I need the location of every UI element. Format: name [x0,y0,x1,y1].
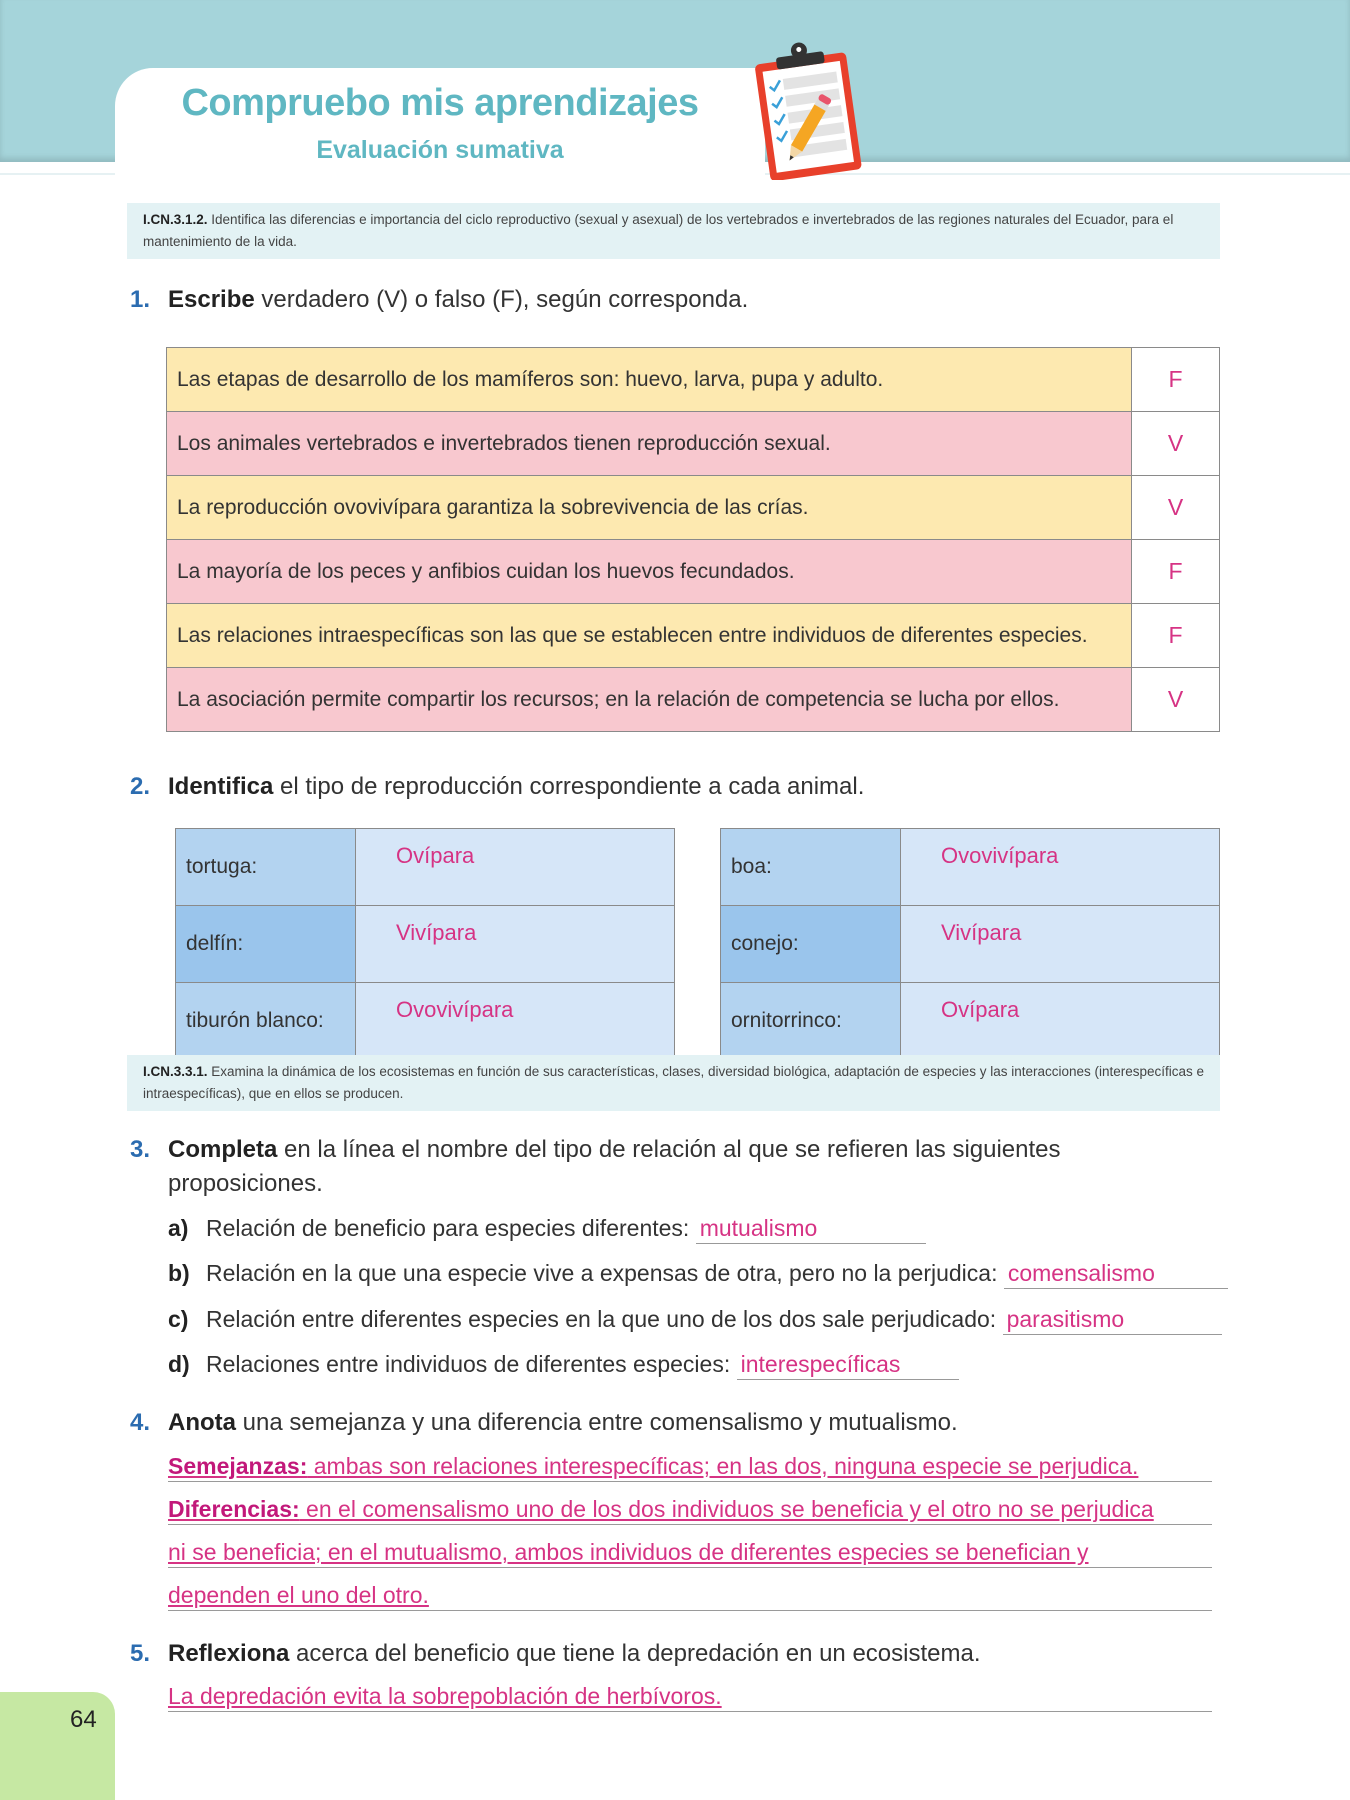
standard-code: I.CN.3.3.1. [143,1064,208,1079]
item-letter: b) [168,1260,190,1286]
table-row [721,829,1220,906]
answer-line-differences-1[interactable] [168,1494,1212,1525]
table-row [721,983,1220,1060]
table-row [167,604,1220,668]
animal-label: tortuga: [176,829,356,906]
question-text-continued: proposiciones. [168,1170,323,1197]
statement: La reproducción ovovivípara garantiza la sobrevivencia de las crías. [167,476,1132,540]
reproduction-answer[interactable]: Vivípara [901,906,1220,983]
standard-text: Identifica las diferencias e importancia del ciclo reproductivo (sexual y asexual) de los vertebrados e invertebrados de las regiones naturales del Ecuador, para el mantenimiento de la vida. [143,212,1174,249]
reproduction-answer[interactable]: Ovovivípara [901,829,1220,906]
fill-item-a [168,1213,926,1244]
reproduction-answer[interactable]: Ovípara [901,983,1220,1060]
reproduction-answer[interactable]: Ovípara [356,829,675,906]
page-subtitle: Evaluación sumativa [316,136,564,164]
question-verb: Escribe [168,286,255,313]
differences-text: en el comensalismo uno de los dos individuos se beneficia y el otro no se perjudica [299,1496,1154,1522]
standard-indicator-2 [127,1055,1220,1111]
table-row [721,906,1220,983]
answer-cell[interactable]: V [1132,412,1220,476]
standard-text: Examina la dinámica de los ecosistemas en función de sus características, clases, diversidad biológica, adaptación de especies y las interacciones (interespecíficas e intraespecíficas), que en ellos se producen. [143,1064,1205,1101]
fill-item-d [168,1349,959,1380]
question-verb: Reflexiona [168,1640,290,1667]
question-text: acerca del beneficio que tiene la depredación en un ecosistema. [289,1640,981,1667]
question-text: en la línea el nombre del tipo de relación al que se refieren las siguientes [277,1136,1061,1163]
animal-label: conejo: [721,906,901,983]
table-row [176,906,675,983]
item-text: Relación de beneficio para especies diferentes: [206,1215,696,1241]
similarities-text: ambas son relaciones interespecíficas; en las dos, ninguna especie se perjudica. [307,1453,1139,1479]
standard-indicator-1 [127,203,1220,259]
question-number: 3. [130,1136,151,1163]
answer-cell[interactable]: V [1132,668,1220,732]
item-letter: c) [168,1306,189,1332]
table-row [167,668,1220,732]
differences-label: Diferencias: [168,1496,300,1522]
answer-cell[interactable]: F [1132,540,1220,604]
table-row [167,476,1220,540]
similarities-label: Semejanzas: [168,1453,308,1479]
table-row [176,983,675,1060]
answer-cell[interactable]: F [1132,604,1220,668]
answer-blank[interactable]: comensalismo [1004,1258,1228,1289]
answer-line-differences-2[interactable]: ni se beneficia; en el mutualismo, ambos individuos de diferentes especies se benefician y [168,1537,1212,1568]
question-1-heading [130,283,748,317]
item-text: Relación entre diferentes especies en la que uno de los dos sale perjudicado: [206,1306,1003,1332]
statement: Las etapas de desarrollo de los mamíferos son: huevo, larva, pupa y adulto. [167,348,1132,412]
question-2-heading [130,770,864,804]
animal-label: delfín: [176,906,356,983]
table-row [167,540,1220,604]
page-title: Compruebo mis aprendizajes [181,82,699,124]
question-number: 2. [130,773,151,800]
question-number: 1. [130,286,151,313]
answer-line-similarities[interactable] [168,1451,1212,1482]
fill-item-c [168,1304,1222,1335]
page-number: 64 [70,1706,97,1733]
reproduction-table-right [720,828,1220,1060]
question-text: una semejanza y una diferencia entre comensalismo y mutualismo. [236,1409,958,1436]
animal-label: ornitorrinco: [721,983,901,1060]
table-row [167,348,1220,412]
question-text: el tipo de reproducción correspondiente a cada animal. [273,773,865,800]
question-3-heading [130,1133,1061,1201]
item-letter: a) [168,1215,189,1241]
question-text: verdadero (V) o falso (F), según corresponda. [254,286,749,313]
reproduction-answer[interactable]: Vivípara [356,906,675,983]
reproduction-answer[interactable]: Ovovivípara [356,983,675,1060]
item-letter: d) [168,1351,190,1377]
statement: La asociación permite compartir los recursos; en la relación de competencia se lucha por ellos. [167,668,1132,732]
statement: Las relaciones intraespecíficas son las que se establecen entre individuos de diferentes especies. [167,604,1132,668]
table-row [167,412,1220,476]
true-false-table [166,347,1220,732]
answer-line-q5[interactable]: La depredación evita la sobrepoblación de herbívoros. [168,1681,1212,1712]
standard-code: I.CN.3.1.2. [143,212,208,227]
animal-label: boa: [721,829,901,906]
question-verb: Anota [168,1409,236,1436]
question-5-heading [130,1637,981,1671]
answer-blank[interactable]: interespecíficas [737,1349,959,1380]
answer-cell[interactable]: V [1132,476,1220,540]
answer-cell[interactable]: F [1132,348,1220,412]
question-verb: Identifica [168,773,274,800]
page-number-tab [0,1692,115,1800]
answer-blank[interactable]: parasitismo [1003,1304,1222,1335]
question-verb: Completa [168,1136,278,1163]
animal-label: tiburón blanco: [176,983,356,1060]
item-text: Relaciones entre individuos de diferentes especies: [206,1351,737,1377]
answer-blank[interactable]: mutualismo [696,1213,926,1244]
question-4-heading [130,1406,958,1440]
table-row [176,829,675,906]
fill-item-b [168,1258,1228,1289]
item-text: Relación en la que una especie vive a expensas de otra, pero no la perjudica: [206,1260,1004,1286]
statement: La mayoría de los peces y anfibios cuidan los huevos fecundados. [167,540,1132,604]
question-number: 4. [130,1409,151,1436]
answer-line-differences-3[interactable]: dependen el uno del otro. [168,1580,1212,1611]
statement: Los animales vertebrados e invertebrados tienen reproducción sexual. [167,412,1132,476]
reproduction-table-left [175,828,675,1060]
question-number: 5. [130,1640,151,1667]
clipboard-checklist-pencil-icon [742,40,872,180]
